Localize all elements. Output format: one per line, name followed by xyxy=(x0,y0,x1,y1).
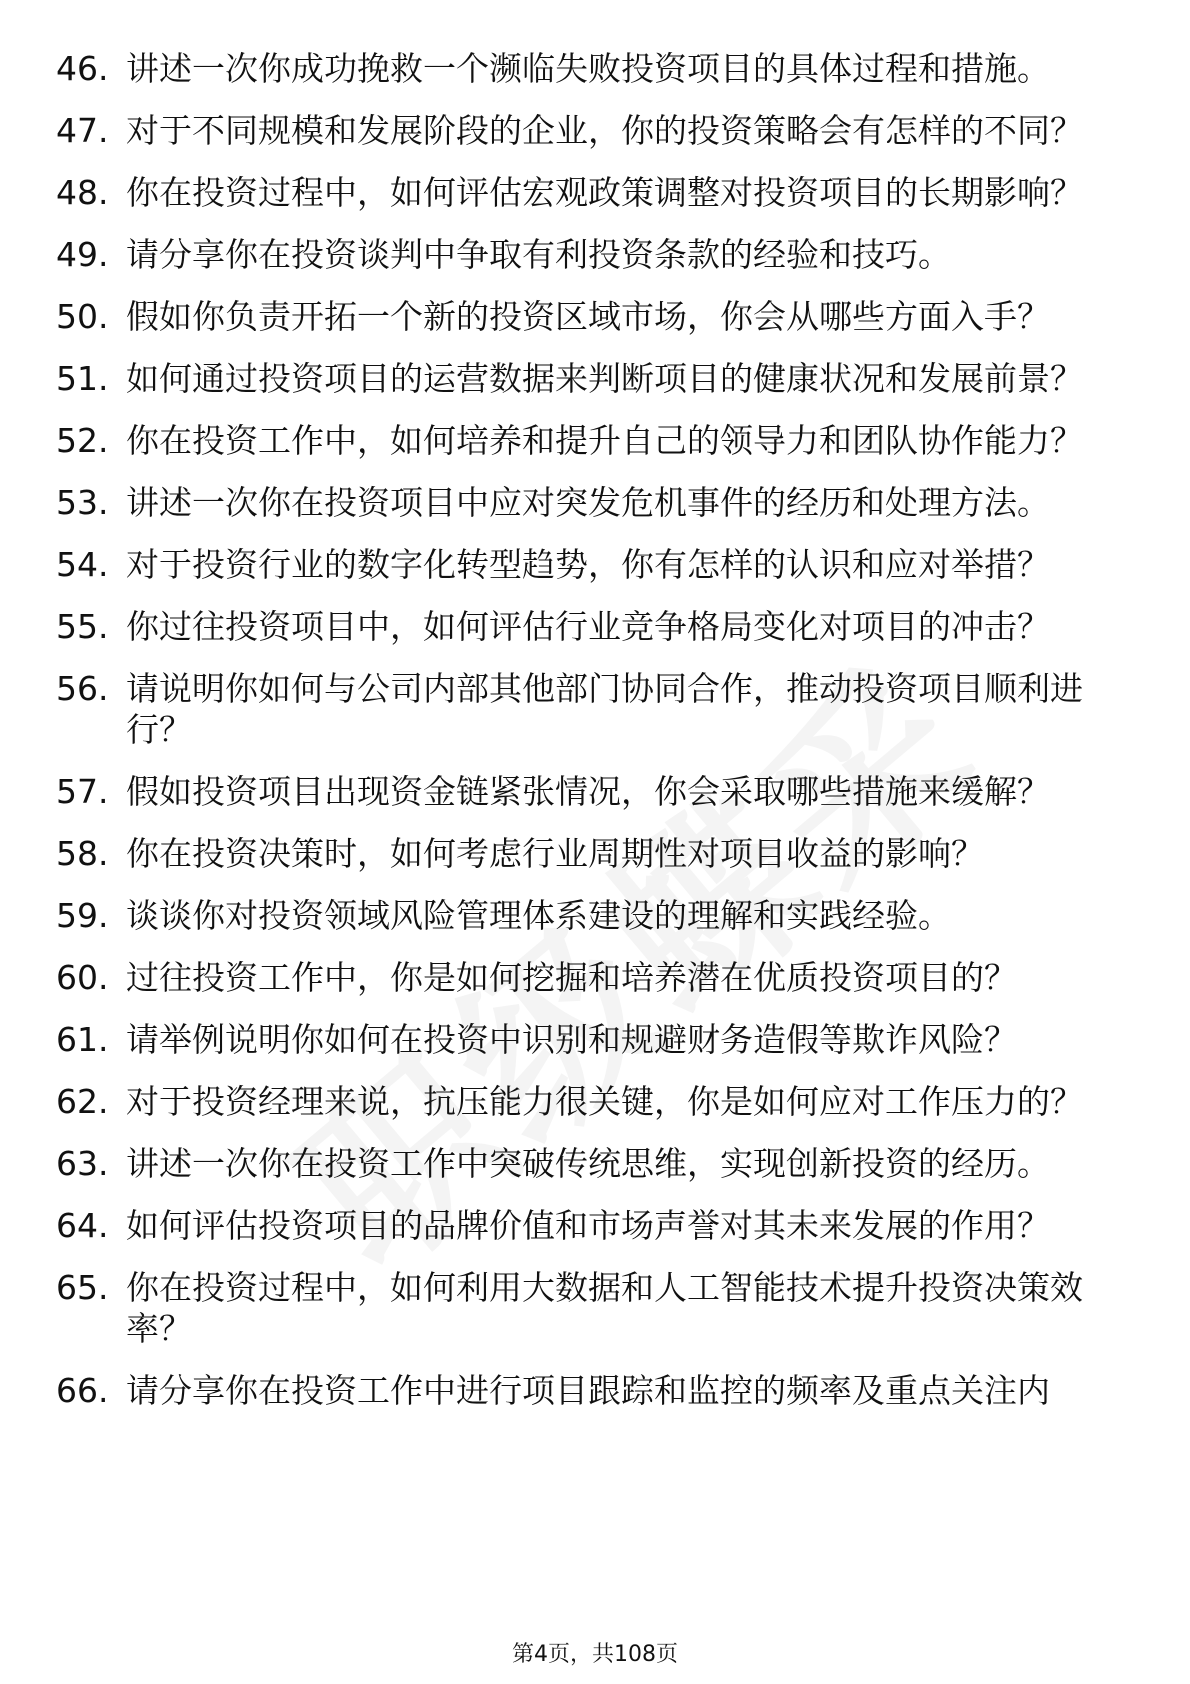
question-text: 假如你负责开拓一个新的投资区域市场，你会从哪些方面入手？ xyxy=(126,297,1050,336)
question-number: 63. xyxy=(56,1144,109,1183)
question-number: 58. xyxy=(56,834,109,873)
question-number: 48. xyxy=(56,173,109,212)
question-item xyxy=(56,234,1116,275)
question-number: 60. xyxy=(56,958,109,997)
question-text: 对于投资经理来说，抗压能力很关键，你是如何应对工作压力的？ xyxy=(126,1082,1083,1121)
question-text: 对于投资行业的数字化转型趋势，你有怎样的认识和应对举措？ xyxy=(126,545,1050,584)
question-number: 49. xyxy=(56,235,109,274)
question-text: 讲述一次你成功挽救一个濒临失败投资项目的具体过程和措施。 xyxy=(126,49,1050,88)
question-number: 46. xyxy=(56,49,109,88)
question-number: 65. xyxy=(56,1268,109,1307)
question-text: 请说明你如何与公司内部其他部门协同合作，推动投资项目顺利进行？ xyxy=(126,669,1083,749)
question-text: 假如投资项目出现资金链紧张情况，你会采取哪些措施来缓解？ xyxy=(126,772,1050,811)
question-number: 59. xyxy=(56,896,109,935)
question-number: 53. xyxy=(56,483,109,522)
question-item xyxy=(56,771,1116,812)
question-item xyxy=(56,1143,1116,1184)
question-number: 47. xyxy=(56,111,109,150)
question-number: 57. xyxy=(56,772,109,811)
question-item xyxy=(56,668,1116,750)
question-item xyxy=(56,957,1116,998)
question-text: 如何通过投资项目的运营数据来判断项目的健康状况和发展前景？ xyxy=(126,359,1083,398)
question-text: 你在投资决策时，如何考虑行业周期性对项目收益的影响？ xyxy=(126,834,984,873)
question-text: 请举例说明你如何在投资中识别和规避财务造假等欺诈风险？ xyxy=(126,1020,1017,1059)
question-item xyxy=(56,48,1116,89)
page-footer: 第4页，共108页 xyxy=(512,1642,678,1667)
question-item xyxy=(56,358,1116,399)
question-text: 请分享你在投资工作中进行项目跟踪和监控的频率及重点关注内 xyxy=(126,1371,1050,1410)
question-list xyxy=(56,48,1116,1432)
question-item xyxy=(56,482,1116,523)
question-item xyxy=(56,420,1116,461)
question-text: 对于不同规模和发展阶段的企业，你的投资策略会有怎样的不同？ xyxy=(126,111,1083,150)
question-text: 你在投资过程中，如何利用大数据和人工智能技术提升投资决策效率？ xyxy=(126,1268,1083,1348)
question-item xyxy=(56,895,1116,936)
question-number: 64. xyxy=(56,1206,109,1245)
question-item xyxy=(56,1081,1116,1122)
question-item xyxy=(56,544,1116,585)
question-item xyxy=(56,1267,1116,1349)
question-item xyxy=(56,606,1116,647)
question-number: 51. xyxy=(56,359,109,398)
question-text: 讲述一次你在投资工作中突破传统思维，实现创新投资的经历。 xyxy=(126,1144,1050,1183)
question-text: 如何评估投资项目的品牌价值和市场声誉对其未来发展的作用？ xyxy=(126,1206,1050,1245)
question-number: 56. xyxy=(56,669,109,708)
question-item xyxy=(56,110,1116,151)
question-number: 52. xyxy=(56,421,109,460)
question-number: 66. xyxy=(56,1371,109,1410)
question-text: 请分享你在投资谈判中争取有利投资条款的经验和技巧。 xyxy=(126,235,951,274)
question-item xyxy=(56,296,1116,337)
question-item xyxy=(56,1370,1116,1411)
question-item xyxy=(56,1205,1116,1246)
question-text: 讲述一次你在投资项目中应对突发危机事件的经历和处理方法。 xyxy=(126,483,1050,522)
question-text: 过往投资工作中，你是如何挖掘和培养潜在优质投资项目的？ xyxy=(126,958,1017,997)
question-item xyxy=(56,172,1116,213)
question-text: 你在投资工作中，如何培养和提升自己的领导力和团队协作能力？ xyxy=(126,421,1083,460)
question-item xyxy=(56,1019,1116,1060)
question-number: 62. xyxy=(56,1082,109,1121)
question-number: 55. xyxy=(56,607,109,646)
question-text: 你在投资过程中，如何评估宏观政策调整对投资项目的长期影响？ xyxy=(126,173,1083,212)
question-number: 54. xyxy=(56,545,109,584)
question-item xyxy=(56,833,1116,874)
question-number: 61. xyxy=(56,1020,109,1059)
question-text: 你过往投资项目中，如何评估行业竞争格局变化对项目的冲击？ xyxy=(126,607,1050,646)
question-text: 谈谈你对投资领域风险管理体系建设的理解和实践经验。 xyxy=(126,896,951,935)
question-number: 50. xyxy=(56,297,109,336)
